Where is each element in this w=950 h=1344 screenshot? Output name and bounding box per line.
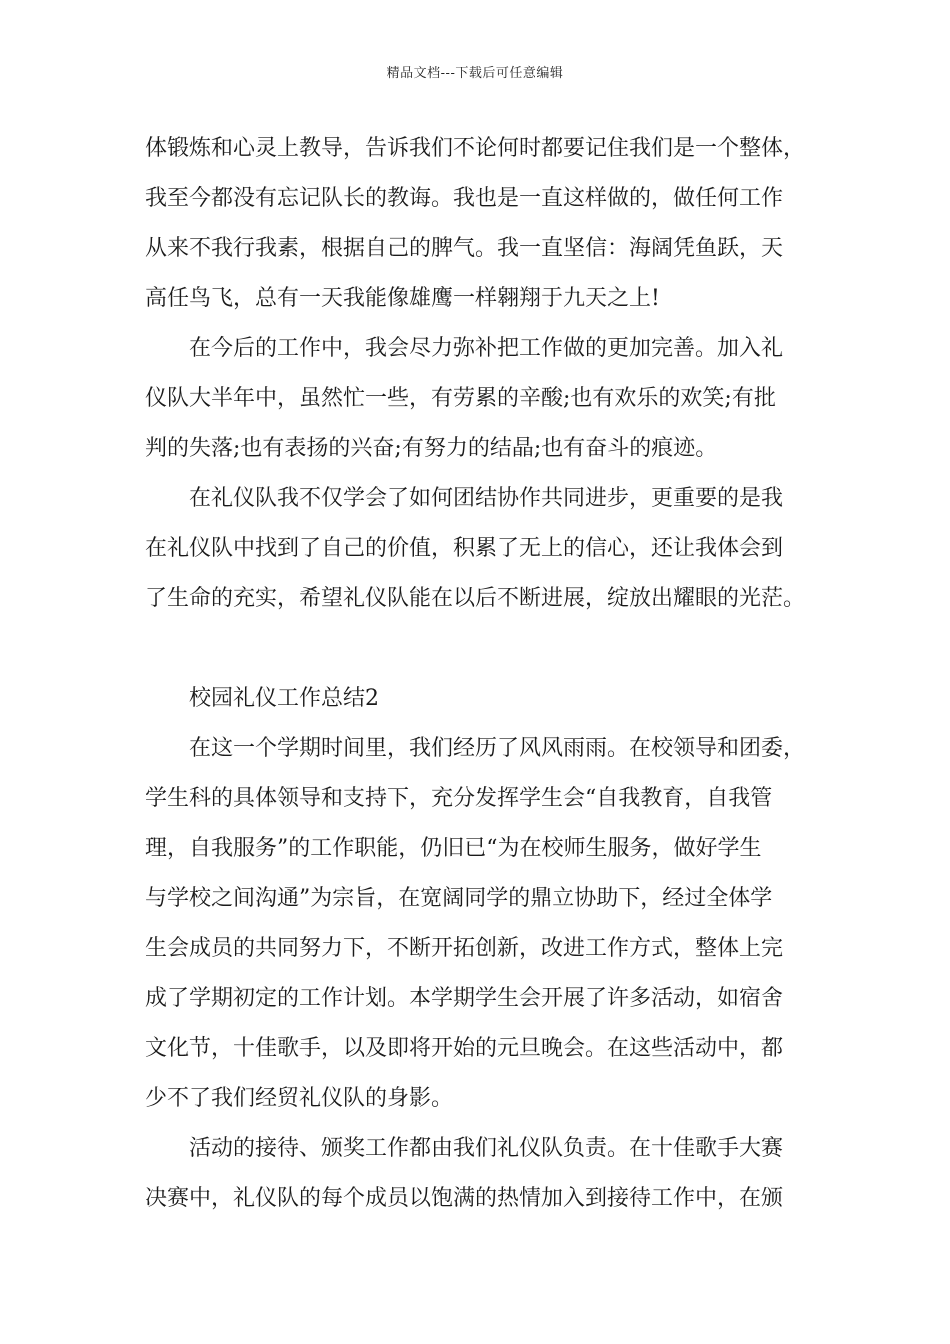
text-line: 在这一个学期时间里，我们经历了风风雨雨。在校领导和团委， bbox=[189, 736, 806, 761]
paragraph bbox=[145, 674, 835, 724]
text-line: 理，自我服务”的工作职能，仍旧已“为在校师生服务，做好学生 bbox=[145, 836, 762, 861]
document-body bbox=[145, 124, 835, 1224]
text-line: 高任鸟飞，总有一天我能像雄鹰一样翱翔于九天之上! bbox=[145, 286, 660, 311]
paragraph bbox=[145, 474, 835, 624]
text-line: 仪队大半年中，虽然忙一些，有劳累的辛酸;也有欢乐的欢笑;有批 bbox=[145, 386, 776, 411]
paragraph bbox=[145, 1124, 835, 1224]
text-line: 校园礼仪工作总结2 bbox=[189, 686, 379, 711]
text-line: 与学校之间沟通”为宗旨，在宽阔同学的鼎立协助下，经过全体学 bbox=[145, 886, 773, 911]
text-line: 在礼仪队我不仅学会了如何团结协作共同进步，更重要的是我 bbox=[189, 486, 784, 511]
text-line: 在礼仪队中找到了自己的价值，积累了无上的信心，还让我体会到 bbox=[145, 536, 784, 561]
text-line: 活动的接待、颁奖工作都由我们礼仪队负责。在十佳歌手大赛 bbox=[189, 1136, 784, 1161]
text-line: 在今后的工作中，我会尽力弥补把工作做的更加完善。加入礼 bbox=[189, 336, 784, 361]
text-line: 少不了我们经贸礼仪队的身影。 bbox=[145, 1086, 454, 1111]
paragraph-spacer bbox=[145, 624, 835, 674]
paragraph bbox=[145, 124, 835, 324]
text-line: 我至今都没有忘记队长的教诲。我也是一直这样做的，做任何工作 bbox=[145, 186, 784, 211]
paragraph bbox=[145, 324, 835, 474]
text-line: 从来不我行我素，根据自己的脾气。我一直坚信：海阔凭鱼跃，天 bbox=[145, 236, 784, 261]
text-line: 成了学期初定的工作计划。本学期学生会开展了许多活动，如宿舍 bbox=[145, 986, 784, 1011]
text-line: 体锻炼和心灵上教导，告诉我们不论何时都要记住我们是一个整体， bbox=[145, 136, 806, 161]
text-line: 了生命的充实，希望礼仪队能在以后不断进展，绽放出耀眼的光茫。 bbox=[145, 586, 806, 611]
page-header: 精品文档---下载后可任意编辑 bbox=[386, 66, 564, 81]
text-line: 学生科的具体领导和支持下，充分发挥学生会“自我教育，自我管 bbox=[145, 786, 773, 811]
text-line: 文化节，十佳歌手，以及即将开始的元旦晚会。在这些活动中，都 bbox=[145, 1036, 784, 1061]
text-line: 生会成员的共同努力下，不断开拓创新，改进工作方式，整体上完 bbox=[145, 936, 784, 961]
text-line: 决赛中，礼仪队的每个成员以饱满的热情加入到接待工作中，在颁 bbox=[145, 1186, 784, 1211]
paragraph bbox=[145, 724, 835, 1124]
text-line: 判的失落;也有表扬的兴奋;有努力的结晶;也有奋斗的痕迹。 bbox=[145, 436, 718, 461]
